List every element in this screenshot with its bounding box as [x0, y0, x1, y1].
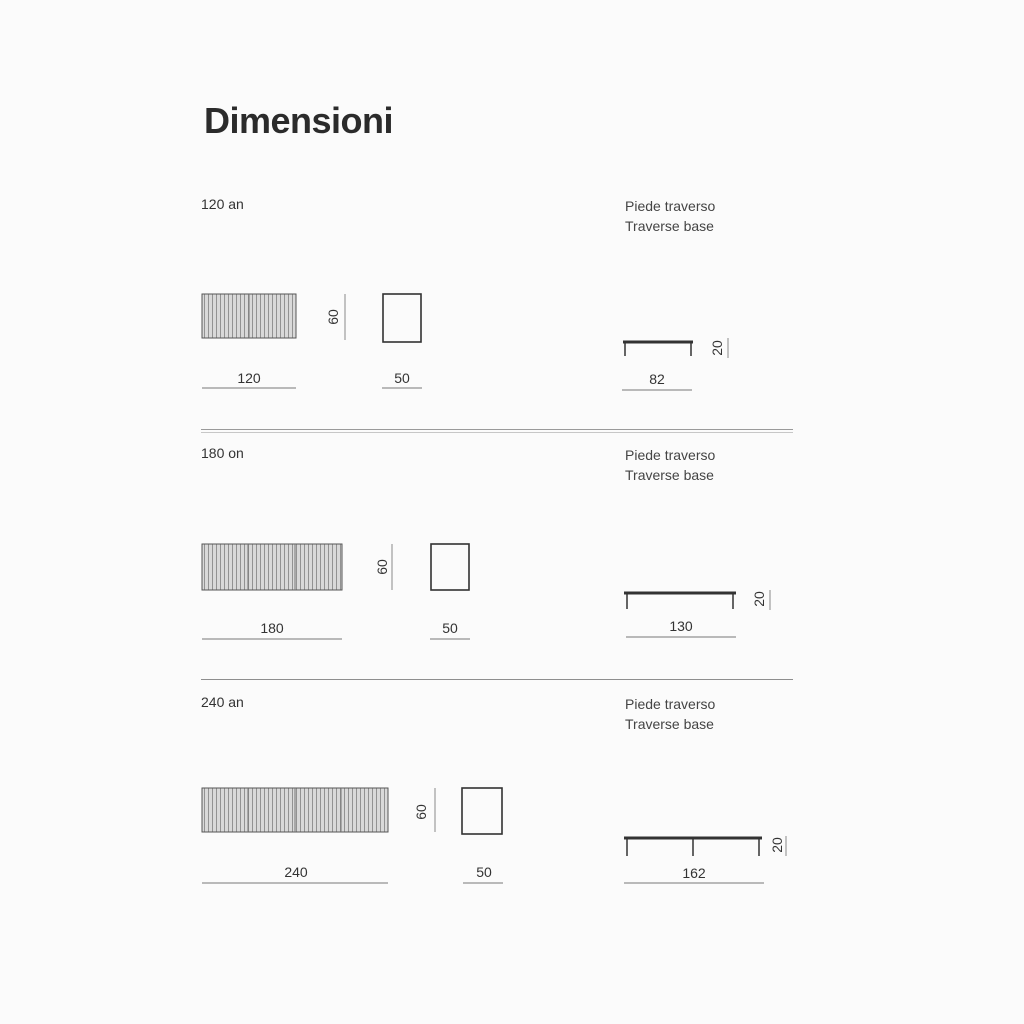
traverse-base-drawing — [620, 336, 700, 360]
page-title: Dimensioni — [204, 100, 394, 141]
top-width-value: 120 — [237, 370, 261, 386]
base-label — [625, 445, 715, 485]
base-height-value: 20 — [709, 340, 725, 356]
depth-height-value: 60 — [374, 559, 390, 575]
size-label: 120 an — [201, 196, 244, 212]
depth-height-value: 60 — [413, 804, 429, 820]
base-label-en: Traverse base — [625, 716, 714, 732]
base-label-en: Traverse base — [625, 467, 714, 483]
top-width-value: 180 — [260, 620, 284, 636]
section-divider — [201, 679, 793, 680]
base-label-it: Piede traverso — [625, 696, 716, 712]
side-width-value: 50 — [476, 864, 492, 880]
traverse-base-drawing — [620, 830, 766, 860]
top-width-dim-line — [200, 637, 346, 641]
base-label — [625, 196, 715, 236]
base-height-value: 20 — [751, 591, 767, 607]
side-view-drawing — [427, 542, 475, 594]
base-width-value: 82 — [649, 371, 665, 387]
base-width-dim-line — [620, 388, 696, 392]
side-width-dim-line — [460, 881, 508, 885]
dimension-section-120 — [0, 196, 1024, 446]
base-label-it: Piede traverso — [625, 198, 716, 214]
dimension-section-180 — [0, 445, 1024, 695]
side-view-drawing — [458, 786, 506, 838]
top-width-dim-line — [200, 386, 300, 390]
height-dim-line — [430, 786, 440, 836]
side-width-value: 50 — [394, 370, 410, 386]
base-height-dim-line — [725, 336, 731, 360]
side-view-drawing — [380, 292, 426, 348]
base-width-value: 130 — [669, 618, 693, 634]
size-label: 240 an — [201, 694, 244, 710]
section-divider — [201, 429, 793, 433]
top-view-drawing — [200, 292, 300, 342]
base-label-en: Traverse base — [625, 218, 714, 234]
base-width-dim-line — [622, 881, 768, 885]
base-width-dim-line — [624, 635, 740, 639]
top-view-drawing — [200, 542, 346, 592]
base-width-value: 162 — [682, 865, 706, 881]
traverse-base-drawing — [620, 585, 744, 613]
depth-height-value: 60 — [325, 309, 341, 325]
side-width-dim-line — [380, 386, 426, 390]
base-label-it: Piede traverso — [625, 447, 716, 463]
top-width-dim-line — [200, 881, 392, 885]
base-height-value: 20 — [769, 837, 785, 853]
top-view-drawing — [200, 786, 392, 834]
base-label — [625, 694, 715, 734]
dimension-section-240 — [0, 694, 1024, 944]
size-label: 180 on — [201, 445, 244, 461]
side-width-value: 50 — [442, 620, 458, 636]
side-width-dim-line — [427, 637, 475, 641]
top-width-value: 240 — [284, 864, 308, 880]
base-height-dim-line — [767, 588, 773, 612]
height-dim-line — [340, 292, 350, 344]
